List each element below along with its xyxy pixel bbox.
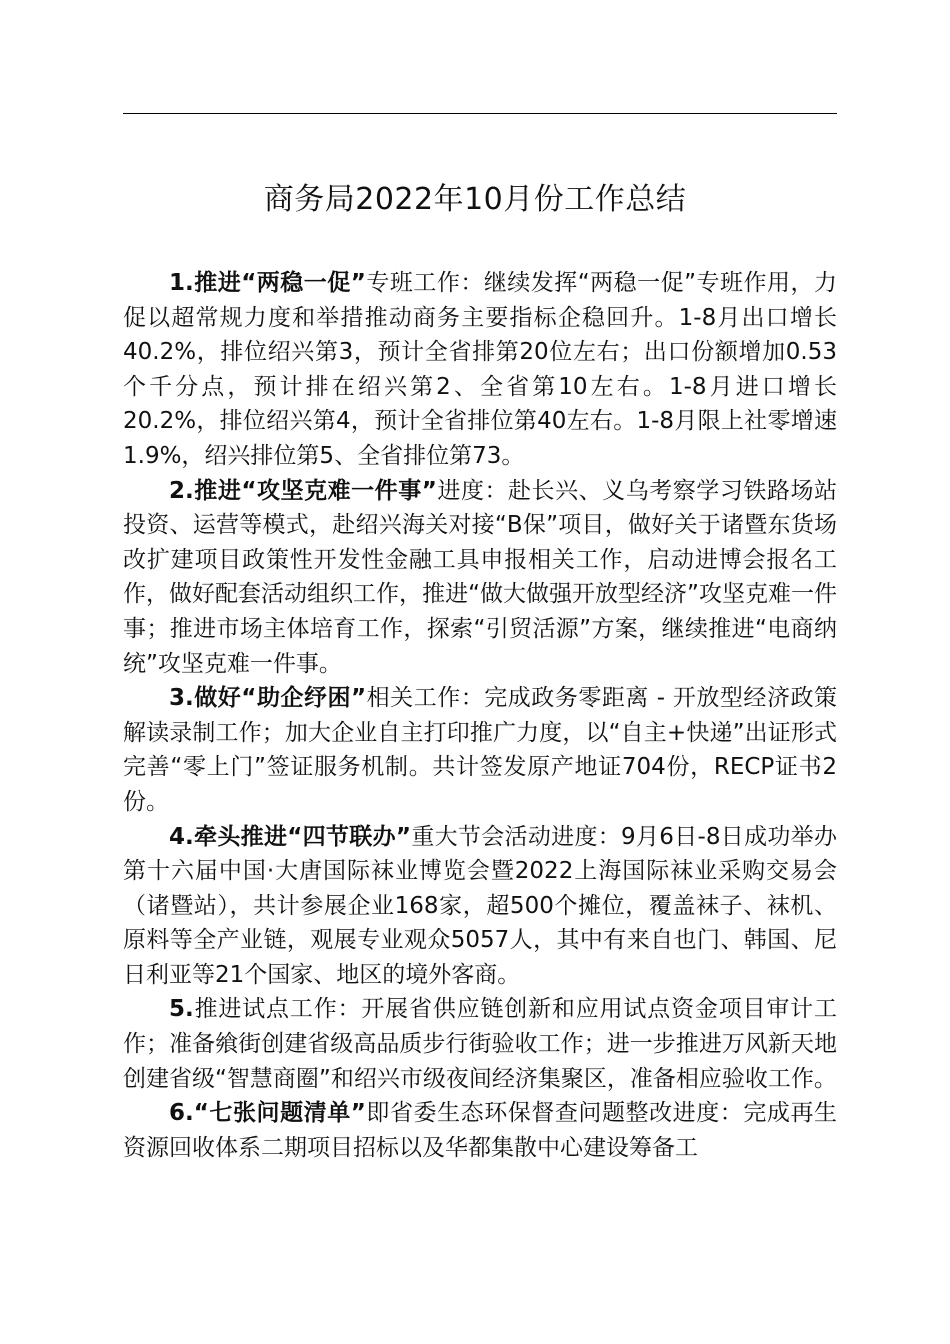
paragraph-lead: 2.推进“攻坚克难一件事” [169, 477, 437, 504]
paragraph-3 [123, 681, 837, 819]
paragraph-lead: 6.“七张问题清单” [169, 1100, 366, 1127]
paragraph-4 [123, 820, 837, 993]
paragraph-6 [123, 1096, 837, 1165]
paragraph-text: 进度：赴长兴、义乌考察学习铁路场站投资、运营等模式，赴绍兴海关对接“B保”项目，做好关于诸暨东货场改扩建项目政策性开发性金融工具申报相关工作，启动进博会报名工作，做好配套活动组织工作，推进“做大做强开放型经济”攻坚克难一件事；推进市场主体培育工作，探索“引贸活源”方案，继续推进“电商纳统”攻坚克难一件事。 [123, 477, 837, 677]
paragraph-text: 即省委生态环保督查问题整改进度：完成再生资源回收体系二期项目招标以及华都集散中心建设筹备工 [123, 1100, 837, 1161]
paragraph-text: 专班工作：继续发挥“两稳一促”专班作用，力促以超常规力度和举措推动商务主要指标企稳回升。1-8月出口增长40.2%，排位绍兴第3，预计全省排第20位左右；出口份额增加0.53个千分点，预计排在绍兴第2、全省第10左右。1-8月进口增长20.2%，排位绍兴第4，预计全省排位第40左右。1-8月限上社零增速1.9%，绍兴排位第5、全省排位第73。 [123, 270, 837, 469]
document-body [123, 266, 837, 1165]
paragraph-2 [123, 474, 837, 682]
header-rule [123, 113, 837, 114]
paragraph-5 [123, 992, 837, 1096]
paragraph-1 [123, 266, 837, 474]
paragraph-lead: 5. [169, 996, 194, 1023]
paragraph-text: 相关工作：完成政务零距离 - 开放型经济政策解读录制工作；加大企业自主打印推广力度，以“自主+快递”出证形式完善“零上门”签证服务机制。共计签发原产地证704份，RECP证书2份。 [123, 685, 837, 815]
page-title: 商务局2022年10月份工作总结 [263, 182, 687, 217]
paragraph-lead: 4.牵头推进“四节联办” [169, 823, 412, 850]
paragraph-lead: 3.做好“助企纾困” [169, 685, 367, 712]
paragraph-lead: 1.推进“两稳一促” [169, 270, 366, 296]
paragraph-text: 重大节会活动进度：9月6日-8日成功举办第十六届中国·大唐国际袜业博览会暨2022上海国际袜业采购交易会（诸暨站），共计参展企业168家，超500个摊位，覆盖袜子、袜机、原料等全产业链，观展专业观众5057人，其中有来自也门、韩国、尼日利亚等21个国家、地区的境外客商。 [123, 823, 837, 988]
paragraph-text: 推进试点工作：开展省供应链创新和应用试点资金项目审计工作；准备飨街创建省级高品质步行街验收工作；进一步推进万风新天地创建省级“智慧商圈”和绍兴市级夜间经济集聚区，准备相应验收工作。 [123, 996, 837, 1092]
